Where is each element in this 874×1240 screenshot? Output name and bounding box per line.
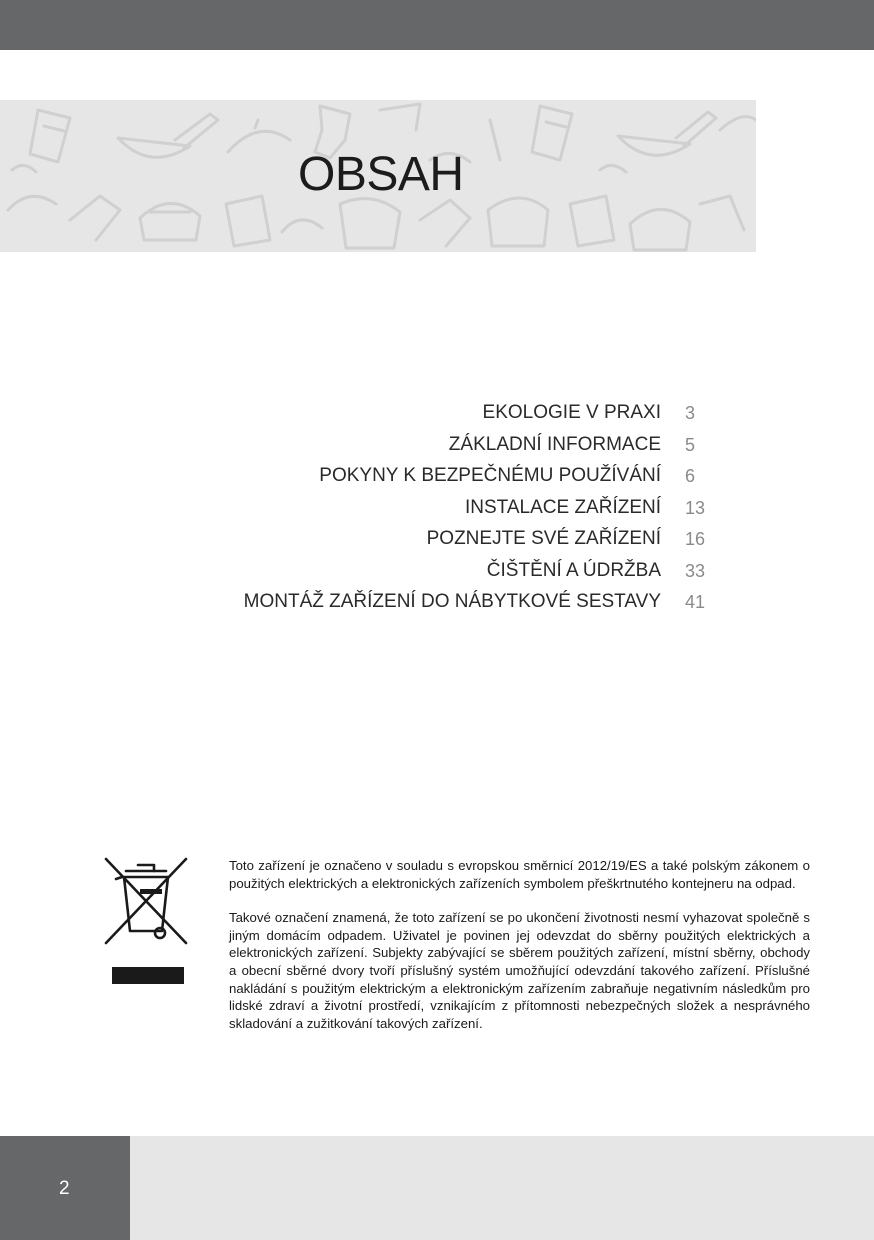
page-title: OBSAH — [298, 148, 464, 201]
toc-item[interactable] — [0, 524, 874, 556]
top-bar — [0, 0, 874, 50]
toc-item[interactable] — [0, 461, 874, 493]
toc-item-label: MONTÁŽ ZAŘÍZENÍ DO NÁBYTKOVÉ SESTAVY — [243, 591, 661, 612]
toc-item-page: 6 — [685, 466, 696, 486]
toc-item[interactable] — [0, 430, 874, 462]
toc-item-label: ZÁKLADNÍ INFORMACE — [448, 433, 661, 455]
disposal-paragraph: Takové označení znamená, že toto zařízení se po ukončení životnosti nesmí vyhazovat společně s jiným domácím odpadem. Uživatel je povinen jej odevzdat do sběrny použitých elektrických a elektronických zařízení. Subjekty zabývající se sběrem použitých zařízení, místní sběrny, obchody a obecní sběrné dvory tvoří příslušný systém umožňující odevzdání takového zařízení. Příslušné nakládání s použitým elektrickým a elektronickým zařízením zabraňuje negativním následkům pro lidské zdraví a životní prostředí, vznikajícím z přítomnosti nebezpečných složek a nesprávného skladování a zužitkování takových zařízení. — [229, 910, 810, 1031]
disposal-notice — [229, 857, 810, 1049]
toc-item-label: POZNEJTE SVÉ ZAŘÍZENÍ — [426, 528, 661, 549]
toc-item-label: POKYNY K BEZPEČNÉMU POUŽÍVÁNÍ — [319, 465, 661, 486]
toc-item-label: EKOLOGIE V PRAXI — [482, 402, 661, 423]
toc-item[interactable] — [0, 587, 874, 619]
toc-item-label: INSTALACE ZAŘÍZENÍ — [464, 496, 661, 518]
footer-bar — [0, 1136, 874, 1240]
toc-item-page: 3 — [685, 403, 696, 423]
toc-item-page: 41 — [685, 592, 706, 612]
page-number: 2 — [59, 1178, 70, 1199]
toc-item[interactable] — [0, 398, 874, 430]
table-of-contents — [0, 398, 874, 619]
disposal-paragraph: Toto zařízení je označeno v souladu s evropskou směrnicí 2012/19/ES a také polským zákonem o použitých elektrických a elektronických zařízeních symbolem přeškrtnutého kontejneru na odpad. — [229, 858, 810, 891]
crossed-out-wheelie-bin-icon — [102, 855, 190, 987]
toc-item[interactable] — [0, 493, 874, 525]
toc-item-page: 33 — [685, 560, 706, 581]
toc-item-page: 16 — [685, 529, 706, 549]
toc-item-page: 5 — [685, 434, 696, 455]
toc-item-label: ČIŠTĚNÍ A ÚDRŽBA — [486, 559, 661, 581]
toc-item[interactable] — [0, 556, 874, 588]
toc-item-page: 13 — [685, 497, 706, 518]
